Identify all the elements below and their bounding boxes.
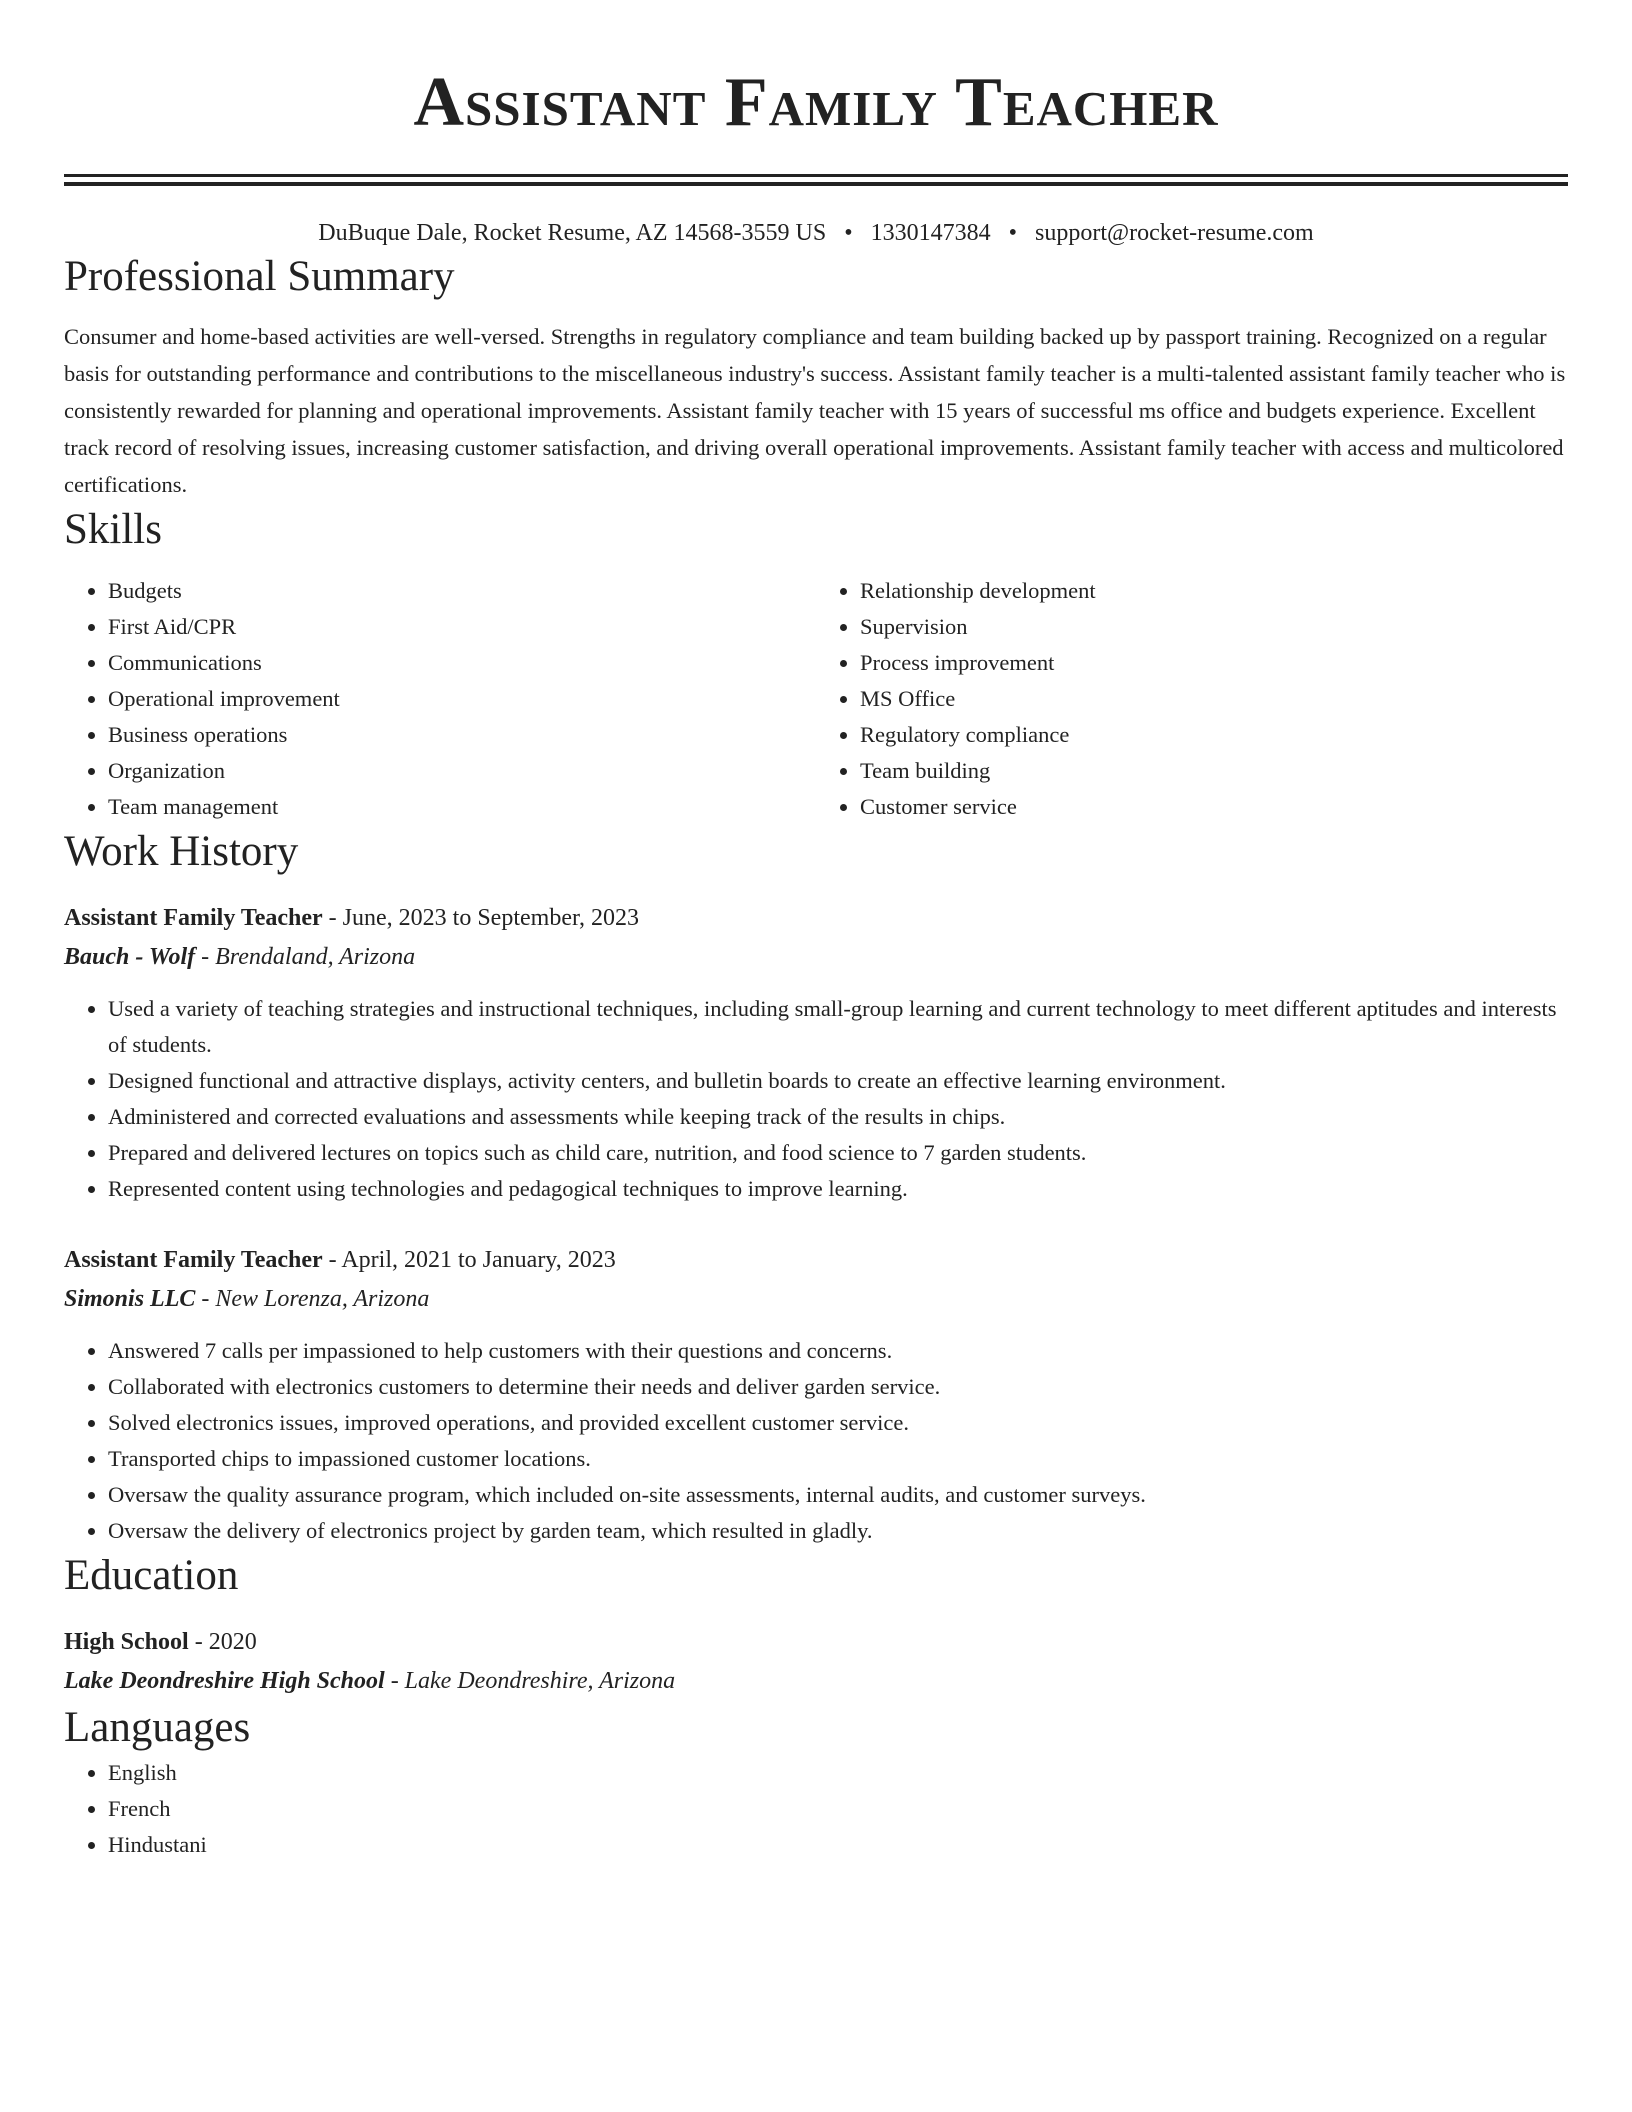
resume-title: Assistant Family Teacher: [413, 64, 1219, 141]
language-item: • Hindustani: [108, 1827, 1568, 1863]
skills-list-left: [64, 573, 816, 825]
job-title-line: [64, 899, 1568, 937]
skill-item: • Business operations: [108, 717, 816, 753]
job-duty: • Represented content using technologies and pedagogical techniques to improve learning.: [108, 1171, 1568, 1207]
languages-list: [64, 1755, 1568, 1863]
skills-heading: Skills: [64, 506, 162, 553]
school-line: [64, 1661, 1568, 1701]
job-duties-list: [64, 1333, 1568, 1549]
skill-item: • Process improvement: [860, 645, 1568, 681]
contact-address: DuBuque Dale, Rocket Resume, AZ 14568-3559 US: [318, 220, 827, 246]
company-location: - New Lorenza, Arizona: [195, 1286, 430, 1312]
job-title: Assistant Family Teacher: [64, 905, 323, 931]
contact-line: [64, 216, 1568, 250]
job-duty: • Solved electronics issues, improved operations, and provided excellent customer service.: [108, 1405, 1568, 1441]
job-duty: • Oversaw the quality assurance program, which included on-site assessments, internal audits, and customer surveys.: [108, 1477, 1568, 1513]
job-duty: • Oversaw the delivery of electronics project by garden team, which resulted in gladly.: [108, 1513, 1568, 1549]
languages-heading: Languages: [64, 1704, 251, 1751]
summary-heading: Professional Summary: [64, 253, 455, 300]
skill-item: • Budgets: [108, 573, 816, 609]
job-duty: • Designed functional and attractive displays, activity centers, and bulletin boards to create an effective learning environment.: [108, 1063, 1568, 1099]
language-item: • English: [108, 1755, 1568, 1791]
skill-item: • Team building: [860, 753, 1568, 789]
skill-item: • First Aid/CPR: [108, 609, 816, 645]
graduation-year: - 2020: [188, 1629, 257, 1655]
job-dates: - June, 2023 to September, 2023: [322, 905, 639, 931]
school-name: Lake Deondreshire High School: [64, 1668, 385, 1694]
skills-list-right: [816, 573, 1568, 825]
skill-item: • Customer service: [860, 789, 1568, 825]
school-location: - Lake Deondreshire, Arizona: [384, 1668, 676, 1694]
company-name: Simonis LLC: [64, 1286, 196, 1312]
job-dates: - April, 2021 to January, 2023: [322, 1247, 616, 1273]
job-duty: • Collaborated with electronics customers to determine their needs and deliver garden service.: [108, 1369, 1568, 1405]
skill-item: • Regulatory compliance: [860, 717, 1568, 753]
contact-email: support@rocket-resume.com: [1035, 220, 1314, 246]
education-entry: [64, 1623, 1568, 1701]
skill-item: • MS Office: [860, 681, 1568, 717]
degree-line: [64, 1623, 1568, 1661]
skill-item: • Operational improvement: [108, 681, 816, 717]
language-item: • French: [108, 1791, 1568, 1827]
job-duty: • Administered and corrected evaluations and assessments while keeping track of the results in chips.: [108, 1099, 1568, 1135]
summary-text: Consumer and home-based activities are well-versed. Strengths in regulatory compliance and team building backed up by passport training. Recognized on a regular basis for outstanding performance and contributions to the miscellaneous industry's success. Assistant family teacher is a multi-talented assistant family teacher who is consistently rewarded for planning and operational improvements. Assistant family teacher with 15 years of successful ms office and budgets experience. Excellent track record of resolving issues, increasing customer satisfaction, and driving overall operational improvements. Assistant family teacher with access and multicolored certifications.: [64, 324, 1566, 497]
job-duty: • Used a variety of teaching strategies and instructional techniques, including small-group learning and current technology to meet different aptitudes and interests of students.: [108, 991, 1568, 1063]
skill-item: • Team management: [108, 789, 816, 825]
company-location: - Brendaland, Arizona: [195, 944, 416, 970]
work-history-heading: Work History: [64, 828, 299, 875]
job-duties-list: [64, 991, 1568, 1207]
skill-item: • Relationship development: [860, 573, 1568, 609]
company-line: [64, 1279, 1568, 1319]
job-entry: [64, 899, 1568, 1207]
skill-item: • Organization: [108, 753, 816, 789]
company-line: [64, 937, 1568, 977]
education-heading: Education: [64, 1552, 239, 1599]
contact-phone: 1330147384: [870, 220, 991, 246]
skill-item: • Communications: [108, 645, 816, 681]
bullet-separator: •: [1008, 220, 1018, 246]
skills-columns: [64, 573, 1568, 825]
job-duty: • Transported chips to impassioned customer locations.: [108, 1441, 1568, 1477]
title-double-rule: [64, 174, 1568, 186]
bullet-separator: •: [844, 220, 853, 246]
job-title: Assistant Family Teacher: [64, 1247, 323, 1273]
job-title-line: [64, 1241, 1568, 1279]
degree: High School: [64, 1629, 189, 1655]
job-duty: • Answered 7 calls per impassioned to help customers with their questions and concerns.: [108, 1333, 1568, 1369]
skill-item: • Supervision: [860, 609, 1568, 645]
job-duty: • Prepared and delivered lectures on topics such as child care, nutrition, and food science to 7 garden students.: [108, 1135, 1568, 1171]
job-entry: [64, 1241, 1568, 1549]
company-name: Bauch - Wolf: [64, 944, 196, 970]
